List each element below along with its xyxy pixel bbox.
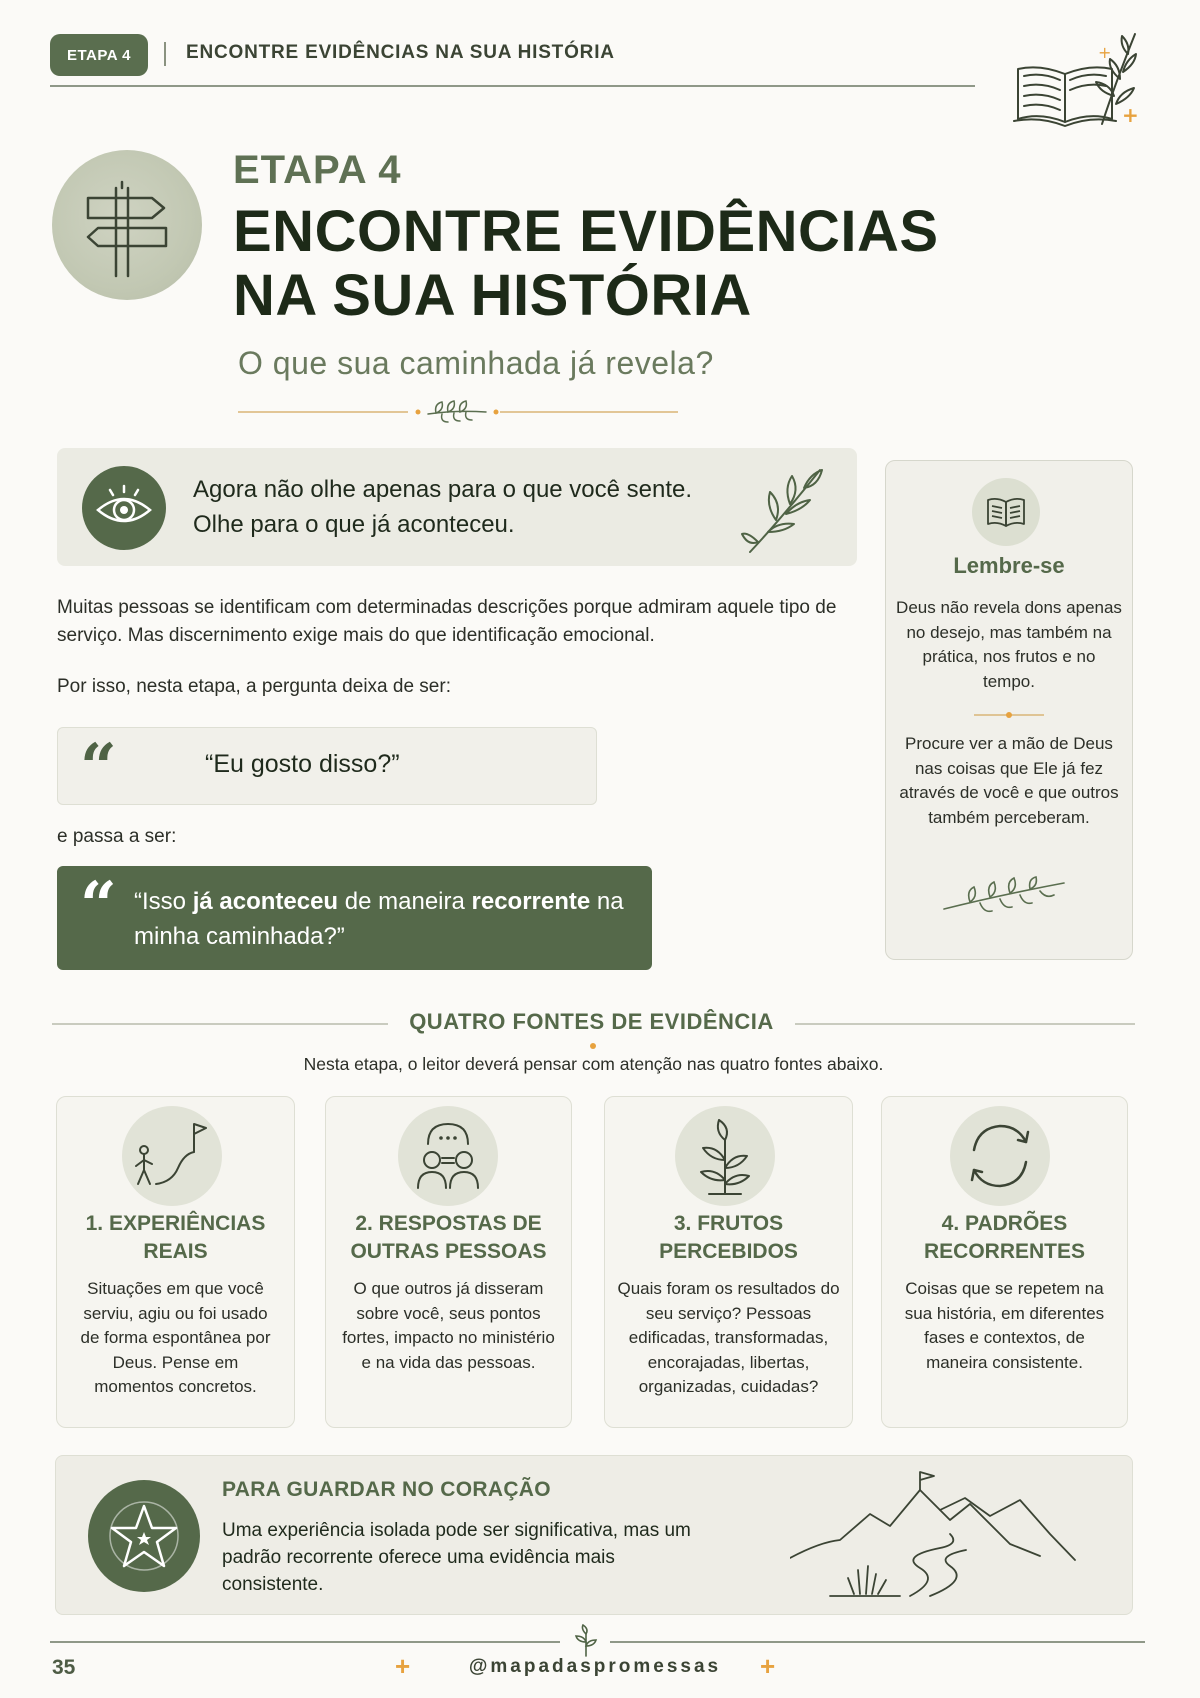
star-icon	[104, 1496, 184, 1576]
quote-1-text: “Eu gosto disso?”	[205, 750, 400, 778]
sprout-icon	[573, 1624, 599, 1658]
source-text-3: Quais foram os resultados do seu serviço? Pessoas edificadas, transformadas, encorajadas, libertas, organizadas, cuidadas?	[617, 1279, 840, 1396]
banner-line1: Agora não olhe apenas para o que você sente.	[193, 476, 693, 503]
laurel-sprig-icon	[940, 875, 1070, 915]
plus-ornament-icon: +	[395, 1651, 411, 1681]
open-book-icon	[984, 492, 1028, 532]
sprout-icon	[685, 1114, 765, 1198]
quote-2-part: na minha caminhada?”	[134, 888, 624, 950]
section-subtitle: Nesta etapa, o leitor deverá pensar com atenção nas quatro fontes abaixo.	[303, 1054, 884, 1074]
footer-handle: @mapadaspromessas	[468, 1656, 722, 1677]
side-divider	[974, 710, 1044, 720]
quote-2-emphasis: já aconteceu	[192, 888, 339, 915]
page-title-line2: NA SUA HISTÓRIA	[233, 263, 752, 328]
source-title-3	[604, 1210, 853, 1266]
hero-eyebrow: ETAPA 4	[233, 148, 402, 192]
open-book-branch-icon	[1010, 24, 1140, 134]
step-badge: ETAPA 4	[50, 34, 148, 76]
banner-text	[193, 472, 692, 542]
svg-text:+: +	[1098, 43, 1112, 62]
section-rule-left	[52, 1023, 388, 1025]
plus-ornament-icon: +	[760, 1651, 776, 1681]
quote-2-part: de maneira	[338, 888, 472, 915]
cycle-arrows-icon	[960, 1116, 1040, 1196]
then-label: e passa a ser:	[57, 826, 177, 847]
source-title-line: RECORRENTES	[923, 1240, 1086, 1263]
footer-rule-left	[50, 1641, 560, 1643]
source-title-line: OUTRAS PESSOAS	[350, 1240, 547, 1263]
mountain-path-icon	[790, 1470, 1080, 1600]
keep-text: Uma experiência isolada pode ser significativa, mas um padrão recorrente oferece uma evidência mais consistente.	[222, 1520, 691, 1595]
quote-mark-icon: “	[80, 730, 117, 805]
source-title-line: 3. FRUTOS	[673, 1212, 784, 1235]
source-title-2	[325, 1210, 572, 1266]
hiker-flag-icon	[128, 1118, 216, 1194]
quote-2-emphasis: recorrente	[471, 888, 591, 915]
quote-2-text	[134, 884, 634, 954]
section-title: QUATRO FONTES DE EVIDÊNCIA	[409, 1009, 774, 1034]
section-rule-right	[795, 1023, 1135, 1025]
page-title	[233, 200, 939, 328]
source-title-4	[881, 1210, 1128, 1266]
remember-text-1: Deus não revela dons apenas no desejo, mas também na prática, nos frutos e no tempo.	[896, 598, 1122, 691]
intro-paragraph: Muitas pessoas se identificam com determinadas descrições porque admiram aquele tipo de serviço. Mas discernimento exige mais do que identificação emocional.	[57, 597, 837, 646]
source-title-line: PERCEBIDOS	[659, 1240, 798, 1263]
quote-mark-icon: “	[80, 868, 117, 943]
remember-title: Lembre-se	[953, 553, 1065, 578]
signpost-icon	[82, 180, 172, 280]
remember-text-2: Procure ver a mão de Deus nas coisas que Ele já fez através de você e que outros também perceberam.	[899, 734, 1119, 827]
page-number: 35	[52, 1656, 76, 1679]
ornament-divider	[238, 400, 678, 424]
banner-line2: Olhe para o que já aconteceu.	[193, 511, 515, 538]
page-subtitle: O que sua caminhada já revela?	[238, 345, 714, 381]
source-title-line: REAIS	[143, 1240, 208, 1263]
header-separator	[164, 42, 166, 66]
page-title-line1: ENCONTRE EVIDÊNCIAS	[233, 199, 939, 264]
source-title-line: 2. RESPOSTAS DE	[355, 1212, 542, 1235]
people-talking-icon	[408, 1116, 488, 1196]
source-text-1: Situações em que você serviu, agiu ou foi usado de forma espontânea por Deus. Pense em momentos concretos.	[80, 1279, 271, 1396]
leaf-branch-icon	[740, 460, 840, 560]
eye-icon	[92, 476, 156, 540]
section-dot	[590, 1043, 596, 1049]
header-title: ENCONTRE EVIDÊNCIAS NA SUA HISTÓRIA	[186, 42, 615, 63]
keep-title: PARA GUARDAR NO CORAÇÃO	[222, 1478, 551, 1501]
source-text-2: O que outros já disseram sobre você, seus pontos fortes, impacto no ministério e na vida das pessoas.	[342, 1279, 555, 1372]
question-intro: Por isso, nesta etapa, a pergunta deixa de ser:	[57, 676, 451, 697]
header-rule	[50, 85, 975, 87]
source-title-1	[56, 1210, 295, 1266]
source-title-line: 1. EXPERIÊNCIAS	[85, 1212, 266, 1235]
svg-text:+: +	[1122, 103, 1139, 127]
source-text-4: Coisas que se repetem na sua história, em diferentes fases e contextos, de maneira consistente.	[904, 1279, 1105, 1372]
source-title-line: 4. PADRÕES	[941, 1212, 1068, 1235]
quote-2-part: “Isso	[134, 888, 193, 915]
footer-rule-right	[610, 1641, 1145, 1643]
